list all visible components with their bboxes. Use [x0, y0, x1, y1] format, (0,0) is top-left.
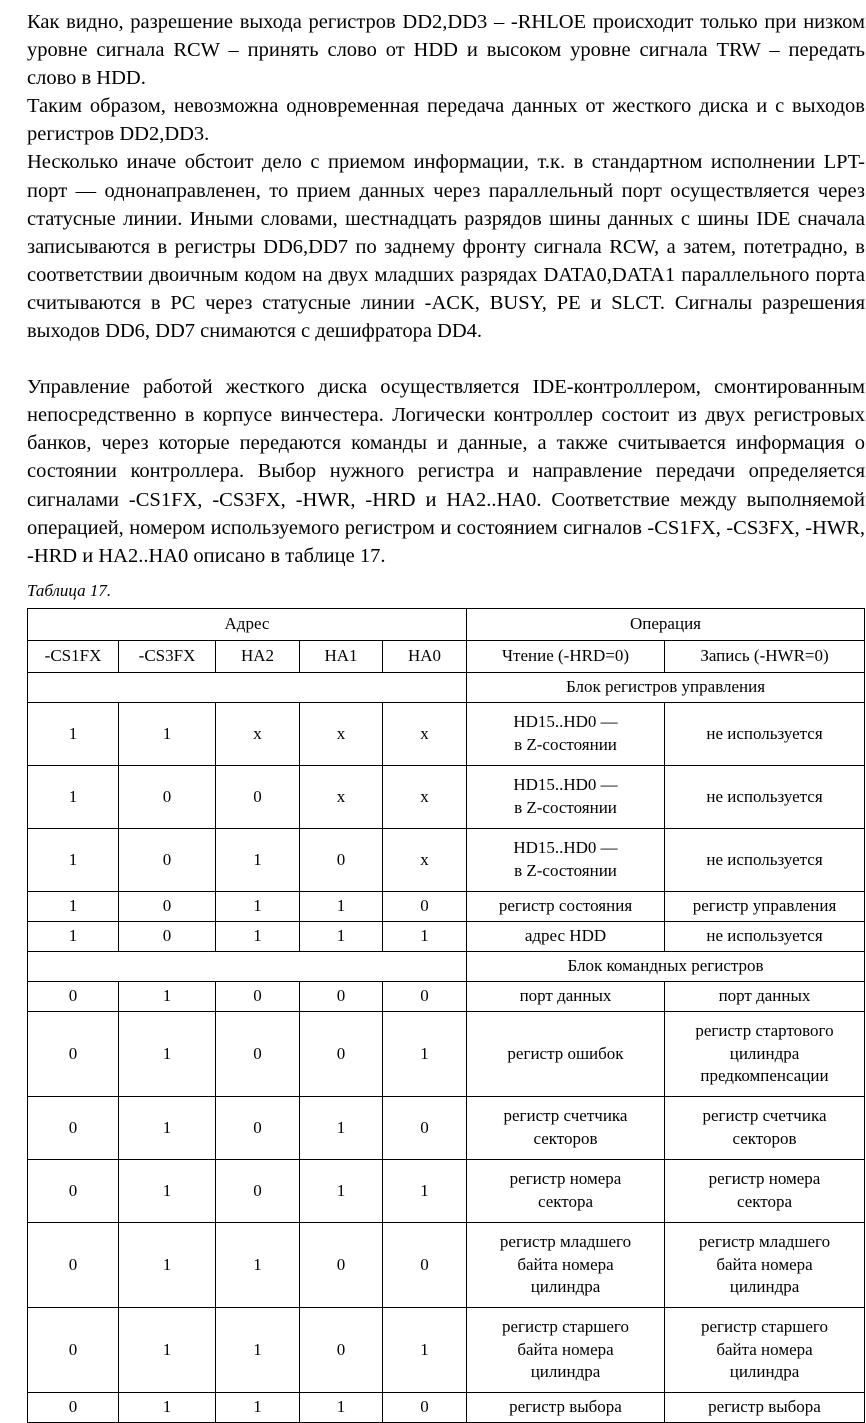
- cell-cs1fx: 1: [28, 891, 119, 921]
- table-row: [28, 1222, 865, 1307]
- cell-ha0: 0: [383, 981, 467, 1011]
- cell-ha1: 1: [300, 1392, 383, 1422]
- cell-cs3fx: 0: [119, 765, 216, 828]
- cell-write-line1: регистр младшего: [698, 1232, 831, 1252]
- cell-read: [467, 828, 665, 891]
- table-row: [28, 1011, 865, 1096]
- cell-ha0: x: [383, 702, 467, 765]
- cell-read-line2: в Z-состоянии: [514, 860, 617, 880]
- section-label-control: Блок регистров управления: [467, 672, 865, 702]
- cell-cs1fx: 0: [28, 1307, 119, 1392]
- cell-cs3fx: 1: [119, 981, 216, 1011]
- section-row-command: [28, 951, 865, 981]
- cell-ha1: 0: [300, 1011, 383, 1096]
- cell-cs1fx: 0: [28, 981, 119, 1011]
- group-header-address: Адрес: [28, 608, 467, 640]
- cell-read: регистр состояния: [467, 891, 665, 921]
- cell-ha0: 1: [383, 1011, 467, 1096]
- cell-write-line2: сектора: [736, 1191, 793, 1211]
- cell-ha1: 0: [300, 828, 383, 891]
- cell-write: [665, 765, 865, 828]
- cell-cs3fx: 1: [119, 1159, 216, 1222]
- cell-cs1fx: 0: [28, 1096, 119, 1159]
- cell-read: [467, 1096, 665, 1159]
- column-header-ha1: HA1: [300, 640, 383, 672]
- cell-ha1: 0: [300, 1307, 383, 1392]
- cell-read-line2: в Z-состоянии: [514, 734, 617, 754]
- cell-ha2: 0: [216, 1159, 300, 1222]
- cell-read-line1: HD15..HD0 —: [513, 712, 618, 732]
- cell-cs3fx: 1: [119, 702, 216, 765]
- cell-ha2: x: [216, 702, 300, 765]
- cell-ha1: x: [300, 702, 383, 765]
- cell-cs3fx: 1: [119, 1392, 216, 1422]
- cell-write: регистр управления: [665, 891, 865, 921]
- paragraph-4: Управление работой жесткого диска осуществляется IDE-контроллером, смонтированным непосредственно в корпусе винчестера. Логически контроллер состоит из двух регистровых банков, через которые передаются команды и данные, а также считывается информация о состоянии контроллера. Выбор нужного регистра и направление передачи определяется сигналами -CS1FX, -CS3FX, -HWR, -HRD и HA2..HA0. Соответствие между выполняемой операцией, номером используемого регистром и состоянием сигналов -CS1FX, -CS3FX, -HWR, -HRD и HA2..HA0 описано в таблице 17.: [27, 376, 865, 567]
- column-header-ha0: HA0: [383, 640, 467, 672]
- column-header-read: Чтение (-HRD=0): [467, 640, 665, 672]
- cell-ha1: 0: [300, 981, 383, 1011]
- cell-read-line1: HD15..HD0 —: [513, 838, 618, 858]
- table-row: [28, 1392, 865, 1422]
- cell-read: [467, 1011, 665, 1096]
- cell-ha2: 1: [216, 1222, 300, 1307]
- cell-cs3fx: 1: [119, 1222, 216, 1307]
- table-row: [28, 765, 865, 828]
- cell-write-line3: цилиндра: [729, 1362, 800, 1382]
- cell-write-line2: секторов: [732, 1128, 797, 1148]
- table-row: [28, 1307, 865, 1392]
- cell-cs1fx: 1: [28, 765, 119, 828]
- cell-write: не используется: [665, 921, 865, 951]
- cell-read-line1: регистр номера: [509, 1169, 622, 1189]
- cell-ha0: 0: [383, 1096, 467, 1159]
- cell-ha0: 1: [383, 921, 467, 951]
- cell-ha0: 1: [383, 1307, 467, 1392]
- cell-read: [467, 702, 665, 765]
- cell-write-line1: регистр старшего: [701, 1317, 828, 1337]
- cell-write-line2: цилиндра: [729, 1043, 800, 1063]
- cell-cs1fx: 0: [28, 1392, 119, 1422]
- cell-read-line1: регистр счетчика: [503, 1106, 628, 1126]
- cell-cs3fx: 0: [119, 921, 216, 951]
- cell-read: [467, 1307, 665, 1392]
- cell-ha1: x: [300, 765, 383, 828]
- table-group-header-row: [28, 608, 865, 640]
- cell-ha2: 0: [216, 765, 300, 828]
- cell-cs1fx: 1: [28, 921, 119, 951]
- cell-write: [665, 1222, 865, 1307]
- table-row: [28, 921, 865, 951]
- table-row: [28, 1159, 865, 1222]
- cell-ha0: x: [383, 828, 467, 891]
- cell-write-line1: регистр счетчика: [702, 1106, 827, 1126]
- cell-read-line2: байта номера: [517, 1339, 614, 1359]
- column-header-write: Запись (-HWR=0): [665, 640, 865, 672]
- cell-write-line3: предкомпенсации: [700, 1066, 829, 1086]
- cell-ha1: 1: [300, 1096, 383, 1159]
- cell-ha2: 0: [216, 1011, 300, 1096]
- section-spacer-command: [28, 951, 467, 981]
- cell-ha0: 0: [383, 891, 467, 921]
- paragraph-3: Несколько иначе обстоит дело с приемом информации, т.к. в стандартном исполнении LPT-порт — однонаправленен, то прием данных через параллельный порт осуществляется через статусные линии. Иными словами, шестнадцать разрядов шины данных с шины IDE сначала записываются в регистры DD6,DD7 по заднему фронту сигнала RCW, а затем, потетрадно, в соответствии двоичным кодом на двух младших разрядах DATA0,DATA1 параллельного порта считываются в PC через статусные линии -ACK, BUSY, PE и SLCT. Сигналы разрешения выходов DD6, DD7 снимаются с дешифратора DD4.: [27, 151, 865, 343]
- table-row: [28, 981, 865, 1011]
- cell-write: [665, 1307, 865, 1392]
- column-header-cs1fx: -CS1FX: [28, 640, 119, 672]
- cell-ha0: 0: [383, 1392, 467, 1422]
- cell-cs1fx: 1: [28, 828, 119, 891]
- cell-write-line1: регистр номера: [708, 1169, 821, 1189]
- cell-read-line2: в Z-состоянии: [514, 797, 617, 817]
- cell-ha0: 0: [383, 1222, 467, 1307]
- cell-read-line1: регистр старшего: [502, 1317, 629, 1337]
- table-row: [28, 828, 865, 891]
- cell-ha2: 0: [216, 981, 300, 1011]
- section-spacer-control: [28, 672, 467, 702]
- cell-write: [665, 1011, 865, 1096]
- section-row-control: [28, 672, 865, 702]
- table-caption: Таблица 17.: [27, 580, 112, 600]
- paragraph-spacer: [27, 345, 865, 373]
- paragraph-1: Как видно, разрешение выхода регистров DD2,DD3 – -RHLOE происходит только при низком уровне сигнала RCW – принять слово от HDD и высоком уровне сигнала TRW – передать слово в HDD.: [27, 11, 865, 90]
- cell-write: регистр выбора: [665, 1392, 865, 1422]
- cell-read: [467, 1222, 665, 1307]
- cell-read: [467, 1159, 665, 1222]
- cell-write-line1: не используется: [706, 723, 823, 743]
- cell-write: [665, 828, 865, 891]
- cell-write-line3: цилиндра: [729, 1277, 800, 1297]
- cell-read: порт данных: [467, 981, 665, 1011]
- cell-ha1: 1: [300, 921, 383, 951]
- cell-ha2: 1: [216, 1392, 300, 1422]
- cell-write: порт данных: [665, 981, 865, 1011]
- cell-read-line1: HD15..HD0 —: [513, 775, 618, 795]
- cell-read-line2: сектора: [537, 1191, 594, 1211]
- cell-write-line1: регистр стартового: [695, 1021, 834, 1041]
- cell-read-line1: регистр ошибок: [507, 1043, 624, 1063]
- cell-ha2: 1: [216, 1307, 300, 1392]
- table-column-header-row: [28, 640, 865, 672]
- cell-cs3fx: 0: [119, 828, 216, 891]
- cell-cs1fx: 0: [28, 1159, 119, 1222]
- cell-read: регистр выбора: [467, 1392, 665, 1422]
- cell-write-line1: не используется: [706, 849, 823, 869]
- cell-ha0: x: [383, 765, 467, 828]
- document-content: [27, 8, 865, 1423]
- cell-ha2: 1: [216, 891, 300, 921]
- cell-write-line1: не используется: [706, 786, 823, 806]
- cell-write-line2: байта номера: [716, 1339, 813, 1359]
- column-header-cs3fx: -CS3FX: [119, 640, 216, 672]
- cell-ha2: 0: [216, 1096, 300, 1159]
- cell-ha1: 1: [300, 891, 383, 921]
- cell-read: [467, 765, 665, 828]
- cell-read-line3: цилиндра: [530, 1362, 601, 1382]
- cell-cs3fx: 1: [119, 1096, 216, 1159]
- cell-read-line3: цилиндра: [530, 1277, 601, 1297]
- cell-read: адрес HDD: [467, 921, 665, 951]
- cell-write: [665, 1096, 865, 1159]
- cell-ha2: 1: [216, 921, 300, 951]
- paragraph-2: Таким образом, невозможна одновременная передача данных от жесткого диска и с выходов регистров DD2,DD3.: [27, 95, 865, 146]
- ide-register-table: [27, 608, 865, 1423]
- cell-ha2: 1: [216, 828, 300, 891]
- cell-read-line2: байта номера: [517, 1254, 614, 1274]
- table-row: [28, 1096, 865, 1159]
- section-label-command: Блок командных регистров: [467, 951, 865, 981]
- cell-ha0: 1: [383, 1159, 467, 1222]
- cell-read-line1: регистр младшего: [499, 1232, 632, 1252]
- cell-cs1fx: 0: [28, 1222, 119, 1307]
- group-header-operation: Операция: [467, 608, 865, 640]
- cell-read-line2: секторов: [533, 1128, 598, 1148]
- cell-cs1fx: 1: [28, 702, 119, 765]
- cell-cs1fx: 0: [28, 1011, 119, 1096]
- cell-cs3fx: 0: [119, 891, 216, 921]
- cell-cs3fx: 1: [119, 1011, 216, 1096]
- cell-write: [665, 1159, 865, 1222]
- cell-cs3fx: 1: [119, 1307, 216, 1392]
- cell-ha1: 1: [300, 1159, 383, 1222]
- cell-ha1: 0: [300, 1222, 383, 1307]
- column-header-ha2: HA2: [216, 640, 300, 672]
- table-row: [28, 702, 865, 765]
- cell-write-line2: байта номера: [716, 1254, 813, 1274]
- table-row: [28, 891, 865, 921]
- cell-write: [665, 702, 865, 765]
